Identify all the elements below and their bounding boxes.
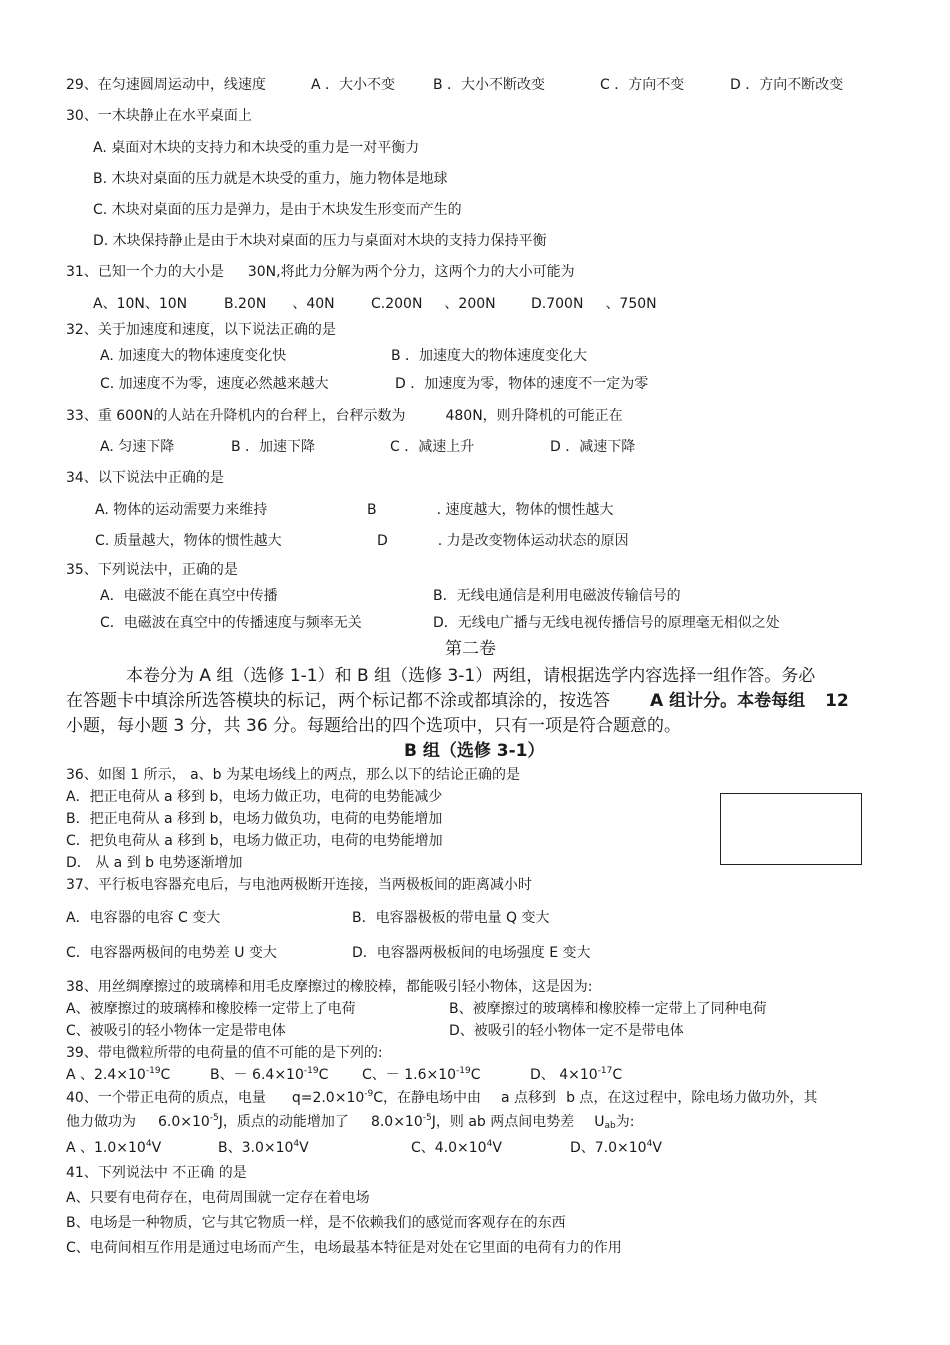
q36-stem: 36、如图 1 所示， a、b 为某电场线上的两点，那么以下的结论正确的是 xyxy=(66,767,520,783)
q38-option-a: A、被摩擦过的玻璃棒和橡胶棒一定带上了电荷 xyxy=(66,1001,356,1017)
q38-option-b: B、被摩擦过的玻璃棒和橡胶棒一定带上了同种电荷 xyxy=(449,1001,767,1017)
q31-option-c: C.200N 、200N xyxy=(371,296,496,312)
q32-option-a: A. 加速度大的物体速度变化快 xyxy=(100,348,287,364)
q39-option-b: B、－ $6.4\times 10^{-19}C$ xyxy=(210,1066,329,1083)
q40-option-a: A 、$1.0\times 10^4V$ xyxy=(66,1139,162,1156)
q36-option-a: A．把正电荷从 a 移到 b，电场力做正功，电荷的电势能减少 xyxy=(66,789,443,805)
q36-option-d: D． 从 a 到 b 电势逐渐增加 xyxy=(66,855,243,871)
part2-intro-line1: 本卷分为 A 组（选修 1-1）和 B 组（选修 3-1）两组，请根据选学内容选择一组作答。务必 xyxy=(126,666,816,686)
q37-option-a: A．电容器的电容 C 变大 xyxy=(66,910,221,926)
q35-option-a: A．电磁波不能在真空中传播 xyxy=(100,588,278,604)
q29-option-a: A ．大小不变 xyxy=(311,77,396,93)
q37-stem: 37、平行板电容器充电后，与电池两极断开连接，当两极板间的距离减小时 xyxy=(66,877,532,893)
q41-option-b: B、电场是一种物质，它与其它物质一样，是不依赖我们的感觉而客观存在的东西 xyxy=(66,1215,566,1231)
q35-stem: 35、下列说法中，正确的是 xyxy=(66,562,238,578)
part2-intro-line3: 小题，每小题 3 分，共 36 分。每题给出的四个选项中，只有一项是符合题意的。 xyxy=(66,716,682,736)
q34-option-d: D . 力是改变物体运动状态的原因 xyxy=(377,533,629,549)
q37-option-c: C．电容器两极间的电势差 U 变大 xyxy=(66,945,277,961)
q31-option-a: A、10N、10N xyxy=(93,296,188,312)
q37-option-d: D．电容器两极板间的电场强度 E 变大 xyxy=(352,945,591,961)
q31-option-b: B.20N 、40N xyxy=(224,296,335,312)
q40-option-d: D、$7.0\times 10^4V$ xyxy=(570,1139,662,1156)
q30-option-b: B. 木块对桌面的压力就是木块受的重力，施力物体是地球 xyxy=(93,171,448,187)
q40-option-c: C、$4.0\times 10^4V$ xyxy=(411,1139,502,1156)
q39-option-c: C、－ $1.6\times 10^{-19}C$ xyxy=(362,1066,481,1083)
q30-option-c: C. 木块对桌面的压力是弹力，是由于木块发生形变而产生的 xyxy=(93,202,462,218)
q41-option-a: A、只要有电荷存在，电荷周围就一定存在着电场 xyxy=(66,1190,370,1206)
q29-stem: 29、在匀速圆周运动中，线速度 xyxy=(66,77,266,93)
q34-option-a: A. 物体的运动需要力来维持 xyxy=(95,502,268,518)
q37-option-b: B．电容器极板的带电量 Q 变大 xyxy=(352,910,550,926)
q33-option-a: A. 匀速下降 xyxy=(100,439,175,455)
q35-option-d: D．无线电广播与无线电视传播信号的原理毫无相似之处 xyxy=(433,615,780,631)
group-b-title: B 组（选修 3-1） xyxy=(404,741,545,761)
q32-option-d: D ．加速度为零，物体的速度不一定为零 xyxy=(395,376,649,392)
q29-option-c: C ．方向不变 xyxy=(600,77,685,93)
q33-option-c: C ．减速上升 xyxy=(390,439,475,455)
q33-option-b: B ．加速下降 xyxy=(231,439,316,455)
q30-option-d: D. 木块保持静止是由于木块对桌面的压力与桌面对木块的支持力保持平衡 xyxy=(93,233,547,249)
q34-option-c: C. 质量越大，物体的惯性越大 xyxy=(95,533,282,549)
q30-option-a: A. 桌面对木块的支持力和木块受的重力是一对平衡力 xyxy=(93,140,420,156)
q38-stem: 38、用丝绸摩擦过的玻璃棒和用毛皮摩擦过的橡胶棒，都能吸引轻小物体，这是因为: xyxy=(66,979,593,995)
part2-title: 第二卷 xyxy=(445,639,496,659)
q32-option-c: C. 加速度不为零，速度必然越来越大 xyxy=(100,376,329,392)
q34-option-b: B . 速度越大，物体的惯性越大 xyxy=(367,502,614,518)
q39-stem: 39、带电微粒所带的电荷量的值不可能的是下列的: xyxy=(66,1045,383,1061)
q35-option-b: B．无线电通信是利用电磁波传输信号的 xyxy=(433,588,681,604)
q38-option-d: D、被吸引的轻小物体一定不是带电体 xyxy=(449,1023,684,1039)
part2-intro-line2: 在答题卡中填涂所选答模块的标记，两个标记都不涂或都填涂的，按选答 A 组计分。本卷每组 12 xyxy=(66,691,849,711)
q40-stem-line1: 40、一个带正电荷的质点，电量 $q=2.0\times 10^{-9}C$，在静电场中由 a 点移到 b 点，在这过程中，除电场力做功外，其 xyxy=(66,1089,818,1106)
q40-stem-line2: 他力做功为 $6.0\times 10^{-5}J$，质点的动能增加了 $8.0\times 10^{-5}J$，则 ab 两点间电势差 $U_{ab}$为: xyxy=(66,1113,635,1131)
q32-option-b: B ．加速度大的物体速度变化大 xyxy=(391,348,588,364)
q35-option-c: C．电磁波在真空中的传播速度与频率无关 xyxy=(100,615,362,631)
q41-stem: 41、下列说法中 不正确 的是 xyxy=(66,1165,247,1181)
q36-option-b: B．把正电荷从 a 移到 b，电场力做负功，电荷的电势能增加 xyxy=(66,811,443,827)
q29-option-d: D ．方向不断改变 xyxy=(730,77,844,93)
q34-stem: 34、以下说法中正确的是 xyxy=(66,470,224,486)
q31-stem: 31、已知一个力的大小是 30N,将此力分解为两个分力，这两个力的大小可能为 xyxy=(66,264,575,280)
q30-stem: 30、一木块静止在水平桌面上 xyxy=(66,108,252,124)
q33-stem: 33、重 600N的人站在升降机内的台秤上，台秤示数为 480N，则升降机的可能正在 xyxy=(66,408,623,424)
q36-option-c: C．把负电荷从 a 移到 b，电场力做正功，电荷的电势能增加 xyxy=(66,833,443,849)
q40-option-b: B、$3.0\times 10^4V$ xyxy=(218,1139,309,1156)
q31-option-d: D.700N 、750N xyxy=(531,296,657,312)
q29-option-b: B ．大小不断改变 xyxy=(433,77,546,93)
q38-option-c: C、被吸引的轻小物体一定是带电体 xyxy=(66,1023,286,1039)
figure-1-box xyxy=(720,793,862,865)
q33-option-d: D ．减速下降 xyxy=(550,439,636,455)
q32-stem: 32、关于加速度和速度，以下说法正确的是 xyxy=(66,322,336,338)
q39-option-a: A 、$2.4\times 10^{-19}C$ xyxy=(66,1066,171,1083)
q39-option-d: D、 $4\times 10^{-17}C$ xyxy=(530,1066,623,1083)
q41-option-c: C、电荷间相互作用是通过电场而产生，电场最基本特征是对处在它里面的电荷有力的作用 xyxy=(66,1240,622,1256)
